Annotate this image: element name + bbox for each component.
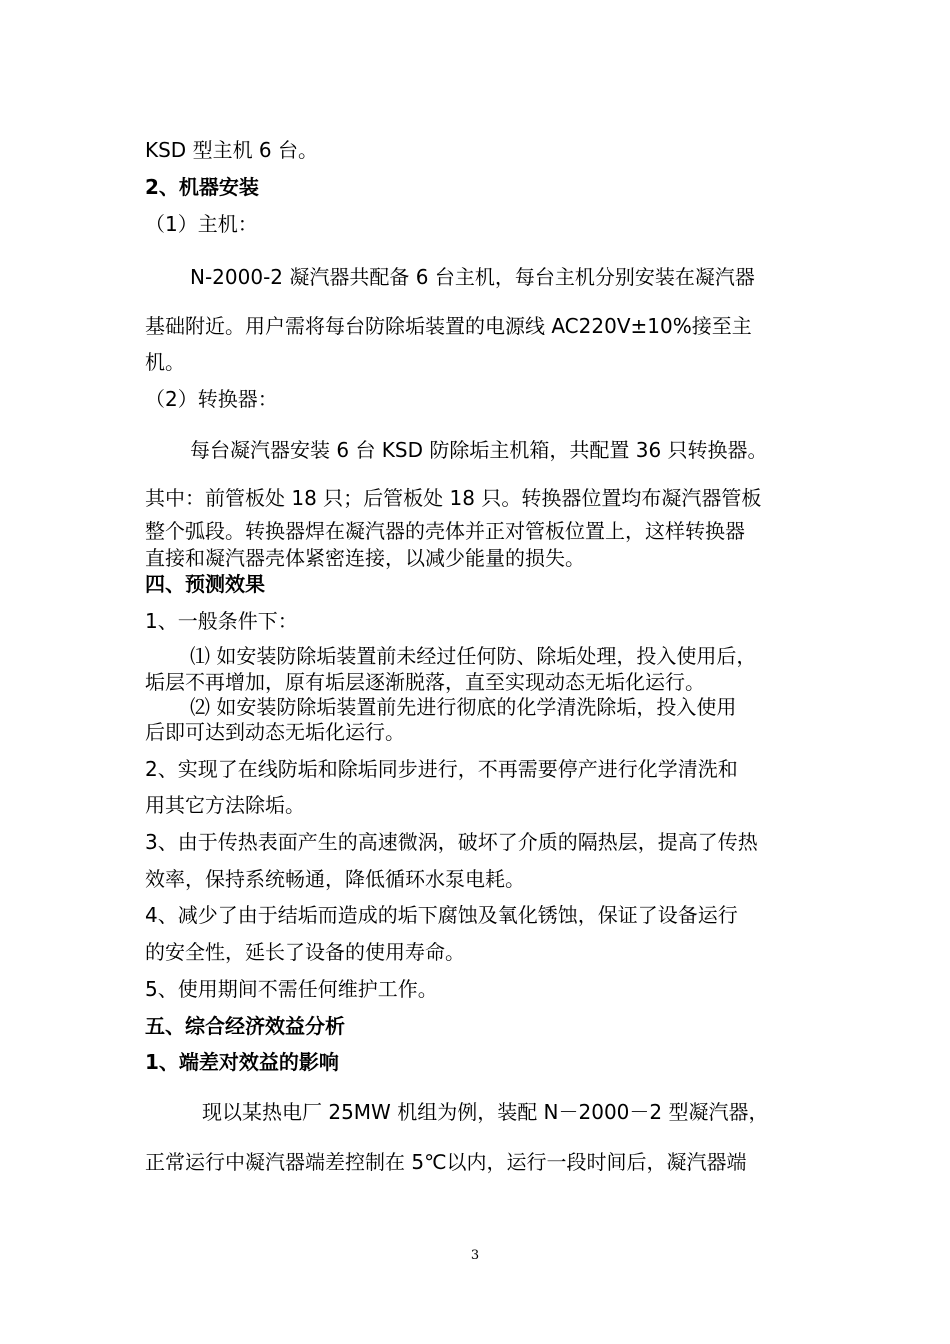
subsection-heading: （2）转换器： xyxy=(145,387,278,411)
paragraph-line: N-2000-2 凝汽器共配备 6 台主机，每台主机分别安装在凝汽器 xyxy=(190,265,755,289)
subsection-heading: 1、端差对效益的影响 xyxy=(145,1050,339,1074)
list-item: 5、使用期间不需任何维护工作。 xyxy=(145,977,438,1001)
subsection-heading: 1、一般条件下： xyxy=(145,609,298,633)
section-heading: 五、综合经济效益分析 xyxy=(145,1014,345,1038)
paragraph-line: 现以某热电厂 25MW 机组为例，装配 N－2000－2 型凝汽器， xyxy=(202,1100,769,1124)
paragraph-line: 正常运行中凝汽器端差控制在 5℃以内，运行一段时间后，凝汽器端 xyxy=(145,1150,747,1174)
section-heading: 四、预测效果 xyxy=(145,572,265,596)
section-heading: 2、机器安装 xyxy=(145,175,259,199)
list-item-continuation: 效率，保持系统畅通，降低循环水泵电耗。 xyxy=(145,867,525,891)
text-line: KSD 型主机 6 台。 xyxy=(145,138,319,162)
list-item: 2、实现了在线防垢和除垢同步进行，不再需要停产进行化学清洗和 xyxy=(145,757,738,781)
list-item-continuation: 的安全性，延长了设备的使用寿命。 xyxy=(145,940,465,964)
page-number: 3 xyxy=(470,1248,480,1263)
subsection-heading: （1）主机： xyxy=(145,212,258,236)
paragraph-line: 机。 xyxy=(145,350,185,374)
list-item: ⑴ 如安装防除垢装置前未经过任何防、除垢处理，投入使用后， xyxy=(190,644,757,668)
paragraph-line: 整个弧段。转换器焊在凝汽器的壳体并正对管板位置上，这样转换器 xyxy=(145,519,745,543)
list-item-continuation: 垢层不再增加，原有垢层逐渐脱落，直至实现动态无垢化运行。 xyxy=(145,670,705,694)
list-item-continuation: 后即可达到动态无垢化运行。 xyxy=(145,720,405,744)
list-item: 3、由于传热表面产生的高速微涡，破坏了介质的隔热层，提高了传热 xyxy=(145,830,758,854)
list-item-continuation: 用其它方法除垢。 xyxy=(145,793,305,817)
paragraph-line: 每台凝汽器安装 6 台 KSD 防除垢主机箱，共配置 36 只转换器。 xyxy=(190,438,768,462)
paragraph-line: 其中：前管板处 18 只；后管板处 18 只。转换器位置均布凝汽器管板 xyxy=(145,486,762,510)
paragraph-line: 直接和凝汽器壳体紧密连接，以减少能量的损失。 xyxy=(145,546,585,570)
list-item: ⑵ 如安装防除垢装置前先进行彻底的化学清洗除垢，投入使用 xyxy=(190,695,737,719)
list-item: 4、减少了由于结垢而造成的垢下腐蚀及氧化锈蚀，保证了设备运行 xyxy=(145,903,738,927)
paragraph-line: 基础附近。用户需将每台防除垢装置的电源线 AC220V±10%接至主 xyxy=(145,314,752,338)
